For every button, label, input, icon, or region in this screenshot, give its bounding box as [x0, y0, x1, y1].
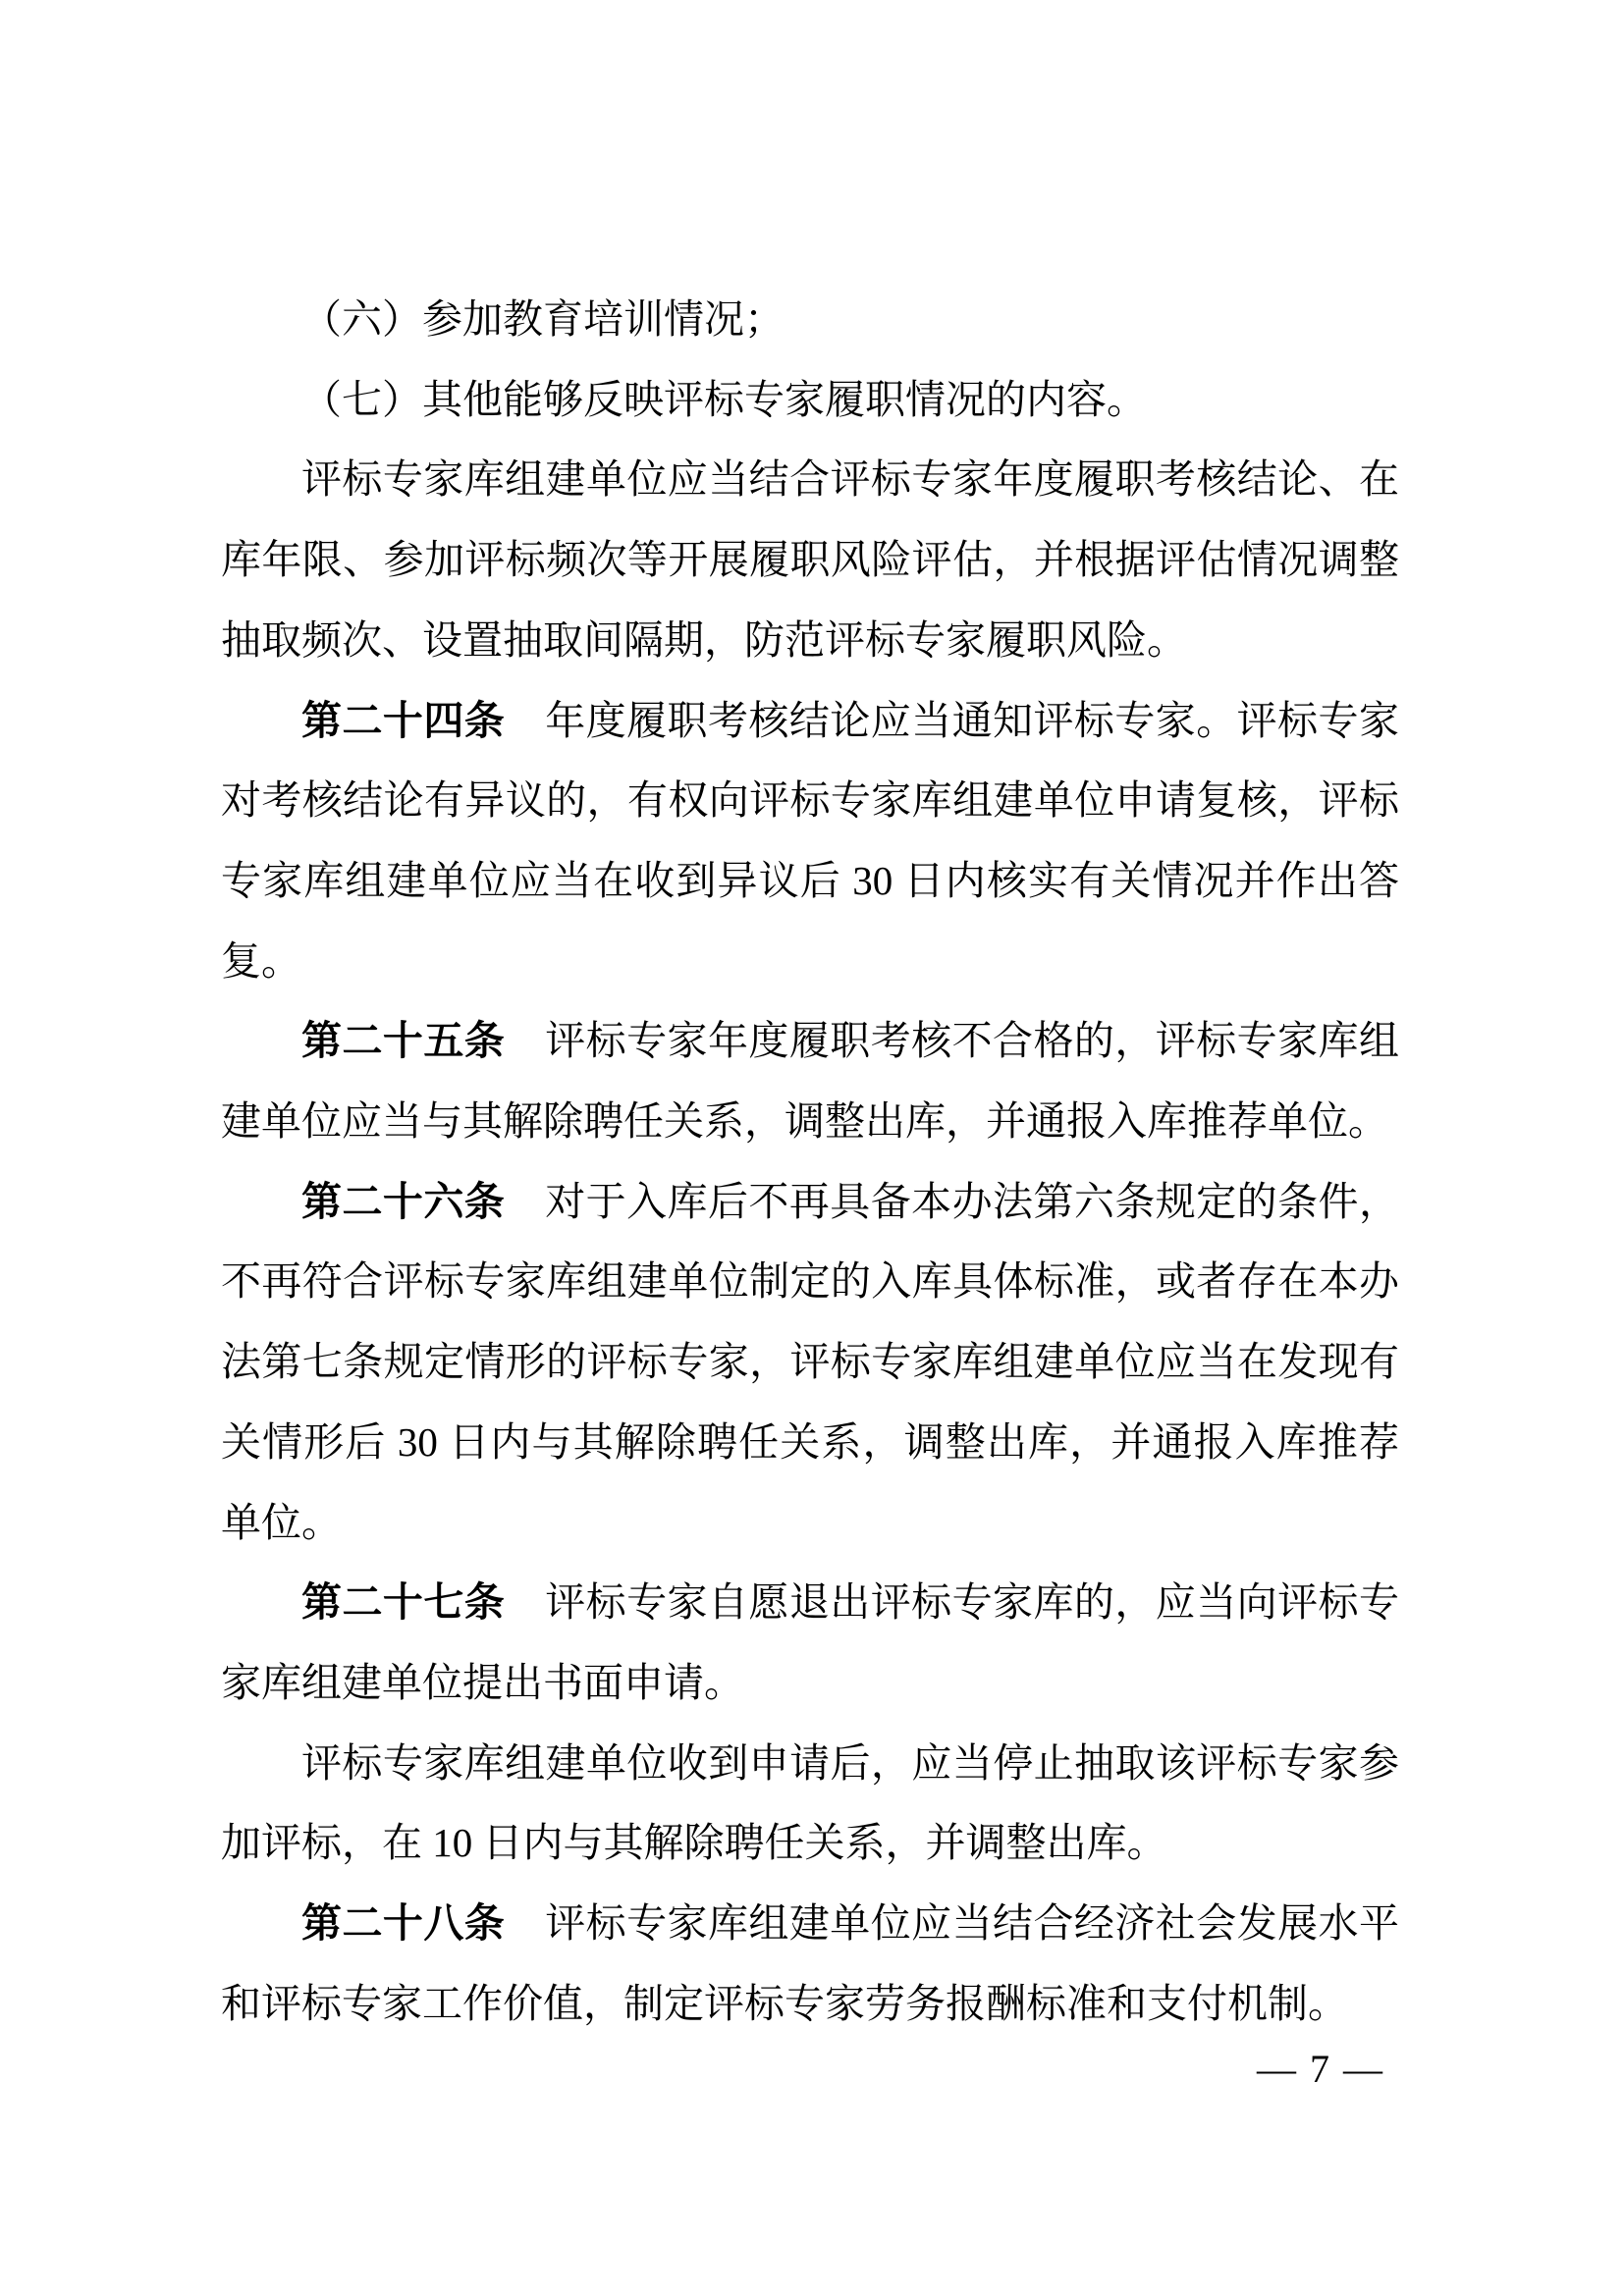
paragraph-text: 评标专家库组建单位应当结合评标专家年度履职考核结论、在库年限、参加评标频次等开展履职风险评估，并根据评估情况调整抽取频次、设置抽取间隔期，防范评标专家履职风险。: [221, 456, 1399, 663]
clause-number: 第二十五条: [301, 1018, 506, 1064]
paragraph-article-28: [221, 1884, 1399, 2044]
clause-number: 第二十七条: [301, 1579, 506, 1626]
clause-number: 第二十四条: [301, 697, 506, 743]
paragraph-text: 评标专家自愿退出评标专家库的，应当向评标专家库组建单位提出书面申请。: [221, 1579, 1400, 1705]
paragraph-item-7: [221, 360, 1399, 441]
paragraph-article-25: [221, 1001, 1399, 1161]
paragraph-text: 评标专家年度履职考核不合格的，评标专家库组建单位应当与其解除聘任关系，调整出库，并通报入库推荐单位。: [221, 1018, 1400, 1145]
page-content: [221, 280, 1399, 2044]
paragraph-text: 对于入库后不再具备本办法第六条规定的条件，不再符合评标专家库组建单位制定的入库具体标准，或者存在本办法第七条规定情形的评标专家，评标专家库组建单位应当在发现有关情形后 30 日内与其解除聘任关系，调整出库，并通报入库推荐单位。: [221, 1178, 1400, 1545]
paragraph-text: 评标专家库组建单位应当结合经济社会发展水平和评标专家工作价值，制定评标专家劳务报酬标准和支付机制。: [221, 1900, 1400, 2026]
page-number: — 7 —: [1257, 2047, 1384, 2091]
paragraph-text: 年度履职考核结论应当通知评标专家。评标专家对考核结论有异议的，有权向评标专家库组建单位申请复核，评标专家库组建单位应当在收到异议后 30 日内核实有关情况并作出答复。: [221, 697, 1400, 984]
paragraph-article-27: [221, 1563, 1399, 1723]
clause-number: 第二十八条: [301, 1900, 506, 1947]
paragraph-text: （七）其他能够反映评标专家履职情况的内容。: [301, 376, 1147, 422]
paragraph-article-26: [221, 1162, 1399, 1564]
paragraph-text: 评标专家库组建单位收到申请后，应当停止抽取该评标专家参加评标，在 10 日内与其解除聘任关系，并调整出库。: [221, 1739, 1399, 1866]
paragraph-voluntary-exit: [221, 1724, 1399, 1884]
paragraph-item-6: [221, 280, 1399, 360]
paragraph-risk-assessment: [221, 440, 1399, 680]
clause-number: 第二十六条: [301, 1178, 506, 1224]
paragraph-article-24: [221, 681, 1399, 1002]
paragraph-text: （六）参加教育培训情况；: [301, 296, 785, 342]
